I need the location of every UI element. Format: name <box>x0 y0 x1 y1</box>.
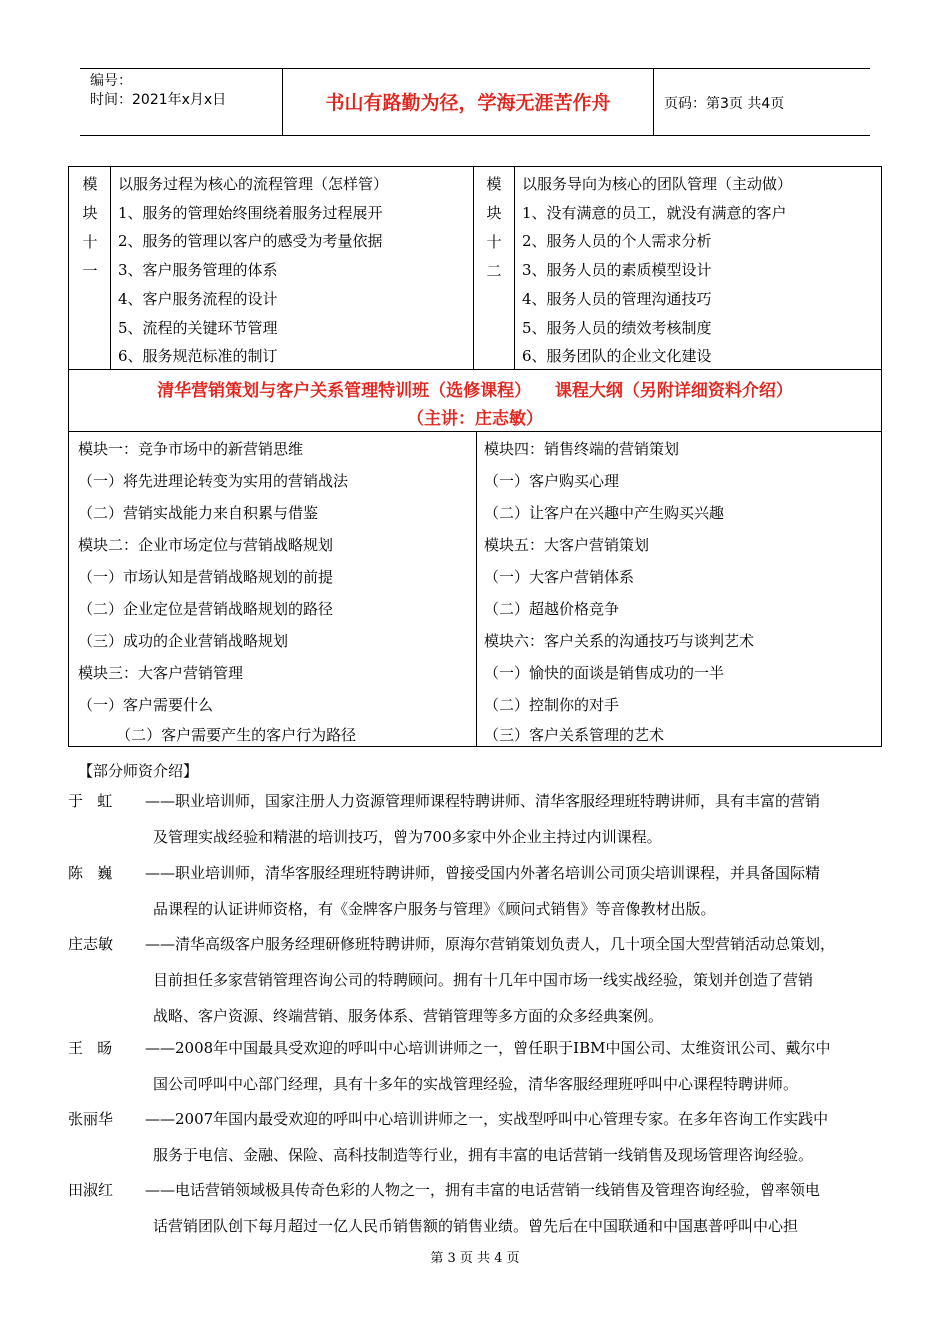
list-item: 1、没有满意的员工，就没有满意的客户 <box>522 203 787 222</box>
page-footer: 第 3 页 共 4 页 <box>430 1251 520 1266</box>
module12-label: 模 块 十 二 <box>486 175 502 280</box>
teacher-entry <box>68 855 883 927</box>
list-item: 模块四：销售终端的营销策划 <box>484 440 680 458</box>
module12-label-divider <box>514 166 515 370</box>
list-item: （三）客户关系管理的艺术 <box>484 726 665 744</box>
module11-label-divider <box>110 166 111 370</box>
teacher-name: 张丽华 <box>68 1110 114 1128</box>
list-item: 模块二：企业市场定位与营销战略规划 <box>78 536 334 554</box>
list-item: （二）让客户在兴趣中产生购买兴趣 <box>484 504 725 522</box>
teacher-bio-line: 战略、客户资源、终端营销、服务体系、营销管理等多方面的众多经典案例。 <box>153 1007 664 1025</box>
modules-center-divider <box>473 166 474 370</box>
teacher-name: 田淑红 <box>68 1181 114 1199</box>
list-item: 6、服务团队的企业文化建设 <box>522 347 712 366</box>
list-item: （一）市场认知是营销战略规划的前提 <box>78 568 334 586</box>
table1-left-border <box>68 166 69 747</box>
teacher-name: 庄志敏 <box>68 935 114 953</box>
module12-list <box>522 170 792 371</box>
teacher-entry <box>68 783 883 855</box>
list-item: （二）企业定位是营销战略规划的路径 <box>78 600 334 618</box>
list-item: 4、服务人员的管理沟通技巧 <box>522 289 712 308</box>
course-instructor: （主讲：庄志敏） <box>407 409 543 429</box>
table1-top-border <box>68 166 882 167</box>
header-page-info: 页码：第3页 共4页 <box>664 96 785 112</box>
list-item: （一）大客户营销体系 <box>484 568 635 586</box>
teacher-bio-line: 及管理实战经验和精湛的培训技巧，曾为700多家中外企业主持过内训课程。 <box>153 828 662 846</box>
teacher-entry <box>68 1101 883 1173</box>
time-label: 时间：2021年x月x日 <box>90 92 227 108</box>
list-item: 3、服务人员的素质模型设计 <box>522 261 712 280</box>
teacher-bio-line: 品课程的认证讲师资格，有《金牌客户服务与管理》《顾问式销售》等音像教材出版。 <box>153 900 716 918</box>
course-left-column <box>78 433 356 750</box>
teacher-entry <box>68 1030 883 1102</box>
teacher-bio-line: 目前担任多家营销管理咨询公司的特聘顾问。拥有十几年中国市场一线实战经验，策划并创造了营销 <box>153 971 814 989</box>
course-right-column <box>484 433 754 750</box>
list-item: 3、客户服务管理的体系 <box>118 261 278 280</box>
list-item: 2、服务的管理以客户的感受为考量依据 <box>118 232 383 251</box>
list-item: 模块五：大客户营销策划 <box>484 536 650 554</box>
teacher-name: 于 虹 <box>68 792 113 810</box>
list-item: 5、服务人员的绩效考核制度 <box>522 318 712 337</box>
course-center-divider <box>476 431 477 747</box>
table1-right-border <box>881 166 882 747</box>
list-item: 模块六：客户关系的沟通技巧与谈判艺术 <box>484 632 755 650</box>
module11-list <box>118 170 388 371</box>
teacher-bio-line: ——2008年中国最具受欢迎的呼叫中心培训讲师之一，曾任职于IBM中国公司、太维资讯公司、戴尔中 <box>145 1039 831 1057</box>
teacher-bio-line: ——2007年国内最受欢迎的呼叫中心培训讲师之一，实战型呼叫中心管理专家。在多年咨询工作实践中 <box>145 1110 829 1128</box>
list-item: 2、服务人员的个人需求分析 <box>522 232 712 251</box>
list-item: 1、服务的管理始终围绕着服务过程展开 <box>118 203 383 222</box>
header-motto: 书山有路勤为径，学海无涯苦作舟 <box>325 92 611 114</box>
course-title: 清华营销策划与客户关系管理特训班（选修课程） 课程大纲（另附详细资料介绍） <box>157 381 793 401</box>
teacher-bio-line: 服务于电信、金融、保险、高科技制造等行业，拥有丰富的电话营销一线销售及现场管理咨询经验。 <box>153 1146 814 1164</box>
table1-title-border <box>68 431 882 432</box>
teacher-entry <box>68 926 883 1034</box>
teacher-name: 陈 巍 <box>68 864 113 882</box>
header-top-rule <box>80 68 870 69</box>
list-item: （二）控制你的对手 <box>484 696 620 714</box>
list-item: 模块一：竞争市场中的新营销思维 <box>78 440 304 458</box>
teacher-bio-line: ——职业培训师，国家注册人力资源管理师课程特聘讲师、清华客服经理班特聘讲师，具有丰富的营销 <box>145 792 821 810</box>
list-item: （二）超越价格竞争 <box>484 600 620 618</box>
header-divider-right <box>653 68 654 136</box>
list-item: （二）营销实战能力来自积累与借鉴 <box>78 504 319 522</box>
teacher-bio-line: ——职业培训师，清华客服经理班特聘讲师，曾接受国内外著名培训公司顶尖培训课程，并具备国际精 <box>145 864 821 882</box>
list-item: （一）客户购买心理 <box>484 472 620 490</box>
list-item: （三）成功的企业营销战略规划 <box>78 632 289 650</box>
list-item: 4、客户服务流程的设计 <box>118 289 278 308</box>
teacher-bio-line: ——清华高级客户服务经理研修班特聘讲师，原海尔营销策划负责人，几十项全国大型营销活动总策划， <box>145 935 836 953</box>
list-item: （一）将先进理论转变为实用的营销战法 <box>78 472 349 490</box>
teacher-entry <box>68 1172 883 1244</box>
list-item: （一）客户需要什么 <box>78 696 214 714</box>
header-meta <box>90 72 226 110</box>
teacher-bio-line: ——电话营销领域极具传奇色彩的人物之一，拥有丰富的电话营销一线销售及管理咨询经验，曾率领电 <box>145 1181 821 1199</box>
list-item: 5、流程的关键环节管理 <box>118 318 278 337</box>
list-item: （二）客户需要产生的客户行为路径 <box>78 726 357 744</box>
module11-title: 以服务过程为核心的流程管理（怎样管） <box>118 175 389 193</box>
teacher-name: 王 旸 <box>68 1039 113 1057</box>
module12-title: 以服务导向为核心的团队管理（主动做） <box>522 175 793 193</box>
teacher-bio-line: 国公司呼叫中心部门经理，具有十多年的实战管理经验，清华客服经理班呼叫中心课程特聘讲师。 <box>153 1075 799 1093</box>
teacher-bio-line: 话营销团队创下每月超过一亿人民币销售额的销售业绩。曾先后在中国联通和中国惠普呼叫中心担 <box>153 1217 799 1235</box>
list-item: 6、服务规范标准的制订 <box>118 347 278 366</box>
teachers-section-title: 【部分师资介绍】 <box>78 762 199 780</box>
number-label: 编号： <box>90 73 132 89</box>
list-item: （一）愉快的面谈是销售成功的一半 <box>484 664 725 682</box>
module11-label: 模 块 十 一 <box>82 175 98 280</box>
header-bottom-rule <box>80 135 870 136</box>
list-item: 模块三：大客户营销管理 <box>78 664 244 682</box>
